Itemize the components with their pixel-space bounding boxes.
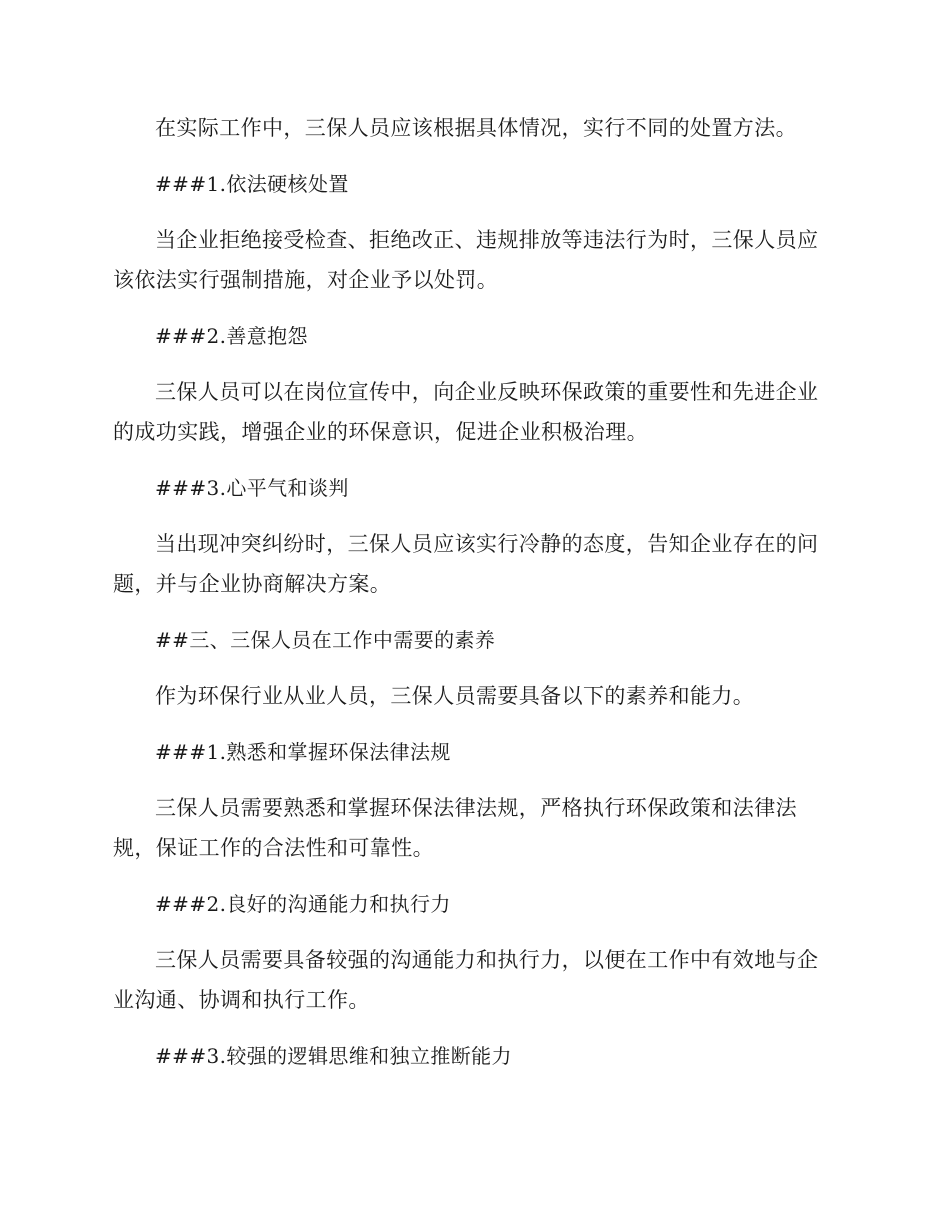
body-paragraph: 当出现冲突纠纷时，三保人员应该实行冷静的态度，告知企业存在的问题，并与企业协商解决方案。 <box>113 532 819 596</box>
section-heading: ###3.心平气和谈判 <box>155 476 349 500</box>
section-heading: ###1.熟悉和掌握环保法律法规 <box>155 740 451 764</box>
body-paragraph: 当企业拒绝接受检查、拒绝改正、违规排放等违法行为时，三保人员应该依法实行强制措施，对企业予以处罚。 <box>113 228 819 292</box>
document-body <box>113 108 833 1092</box>
section-heading: ###1.依法硬核处置 <box>155 172 349 196</box>
body-paragraph: 三保人员可以在岗位宣传中，向企业反映环保政策的重要性和先进企业的成功实践，增强企业的环保意识，促进企业积极治理。 <box>113 380 819 444</box>
chapter-heading: ##三、三保人员在工作中需要的素养 <box>155 628 496 652</box>
section-heading: ###2.良好的沟通能力和执行力 <box>155 892 451 916</box>
section-heading: ###3.较强的逻辑思维和独立推断能力 <box>155 1044 512 1068</box>
body-paragraph: 在实际工作中，三保人员应该根据具体情况，实行不同的处置方法。 <box>155 116 797 140</box>
body-paragraph: 三保人员需要熟悉和掌握环保法律法规，严格执行环保政策和法律法规，保证工作的合法性和可靠性。 <box>113 796 797 860</box>
body-paragraph: 作为环保行业从业人员，三保人员需要具备以下的素养和能力。 <box>155 684 755 708</box>
section-heading: ###2.善意抱怨 <box>155 324 308 348</box>
body-paragraph: 三保人员需要具备较强的沟通能力和执行力，以便在工作中有效地与企业沟通、协调和执行工作。 <box>113 948 819 1012</box>
